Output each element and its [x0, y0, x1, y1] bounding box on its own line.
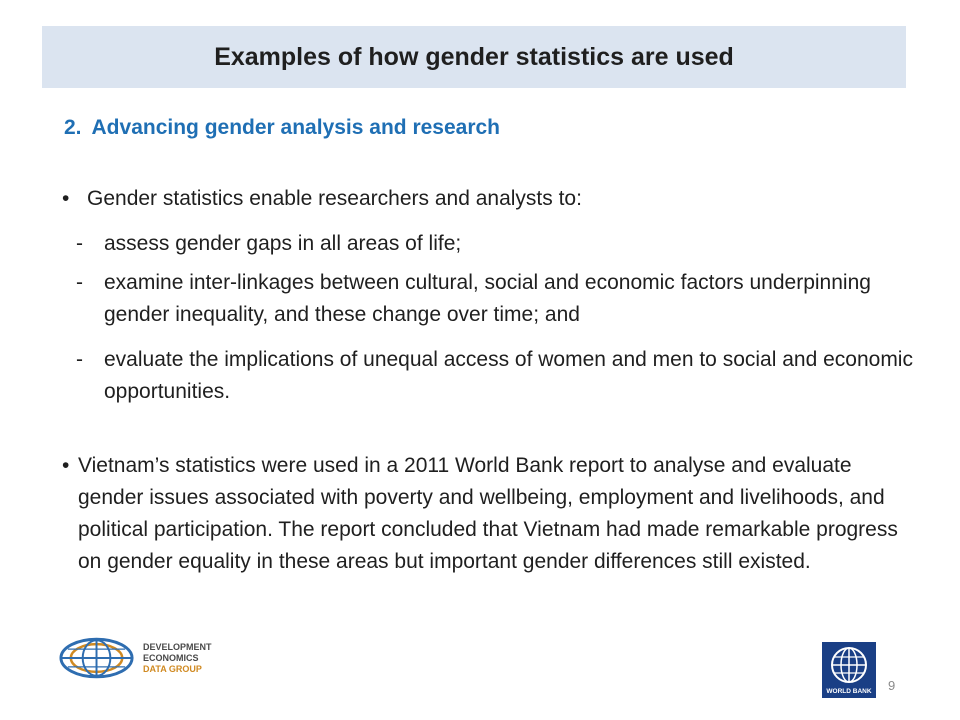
bullet-text: Gender statistics enable researchers and analysts to: — [87, 187, 582, 210]
bullet-item-2 — [62, 450, 922, 578]
sub-item-1 — [76, 228, 936, 260]
sub-item-3 — [76, 344, 936, 408]
dash-marker: - — [76, 232, 83, 255]
world-bank-globe-icon — [822, 642, 876, 698]
section-heading-text: Advancing gender analysis and research — [91, 116, 501, 139]
title-bar — [42, 26, 906, 88]
sub-item-2 — [76, 267, 936, 331]
world-bank-logo — [822, 642, 876, 698]
dash-marker: - — [76, 348, 83, 371]
sub-item-text: evaluate the implications of unequal access of women and men to social and economic opportunities. — [104, 348, 913, 403]
bullet-marker: • — [62, 187, 70, 210]
slide-title: Examples of how gender statistics are used — [214, 42, 734, 71]
section-heading — [64, 116, 500, 140]
sub-item-text: assess gender gaps in all areas of life; — [104, 232, 462, 255]
globe-logo-icon — [58, 636, 135, 680]
development-economics-logo — [58, 636, 268, 680]
bullet-marker: • — [62, 454, 70, 477]
sub-item-text: examine inter-linkages between cultural, social and economic factors underpinning gender inequality, and these change over time; and — [104, 271, 871, 326]
logo-line-2: DATA GROUP — [143, 663, 202, 674]
section-number: 2. — [64, 116, 82, 139]
logo-line-1: DEVELOPMENT ECONOMICS — [143, 641, 212, 663]
page-number: 9 — [888, 678, 896, 693]
bullet-text: Vietnam’s statistics were used in a 2011 World Bank report to analyse and evaluate gender issues associated with poverty and wellbeing, employment and livelihoods, and political participation. The report concluded that Vietnam had made remarkable progress on gender equality in these areas but important gender differences still existed. — [78, 454, 898, 573]
wb-label: WORLD BANK — [826, 688, 872, 695]
dash-marker: - — [76, 271, 83, 294]
